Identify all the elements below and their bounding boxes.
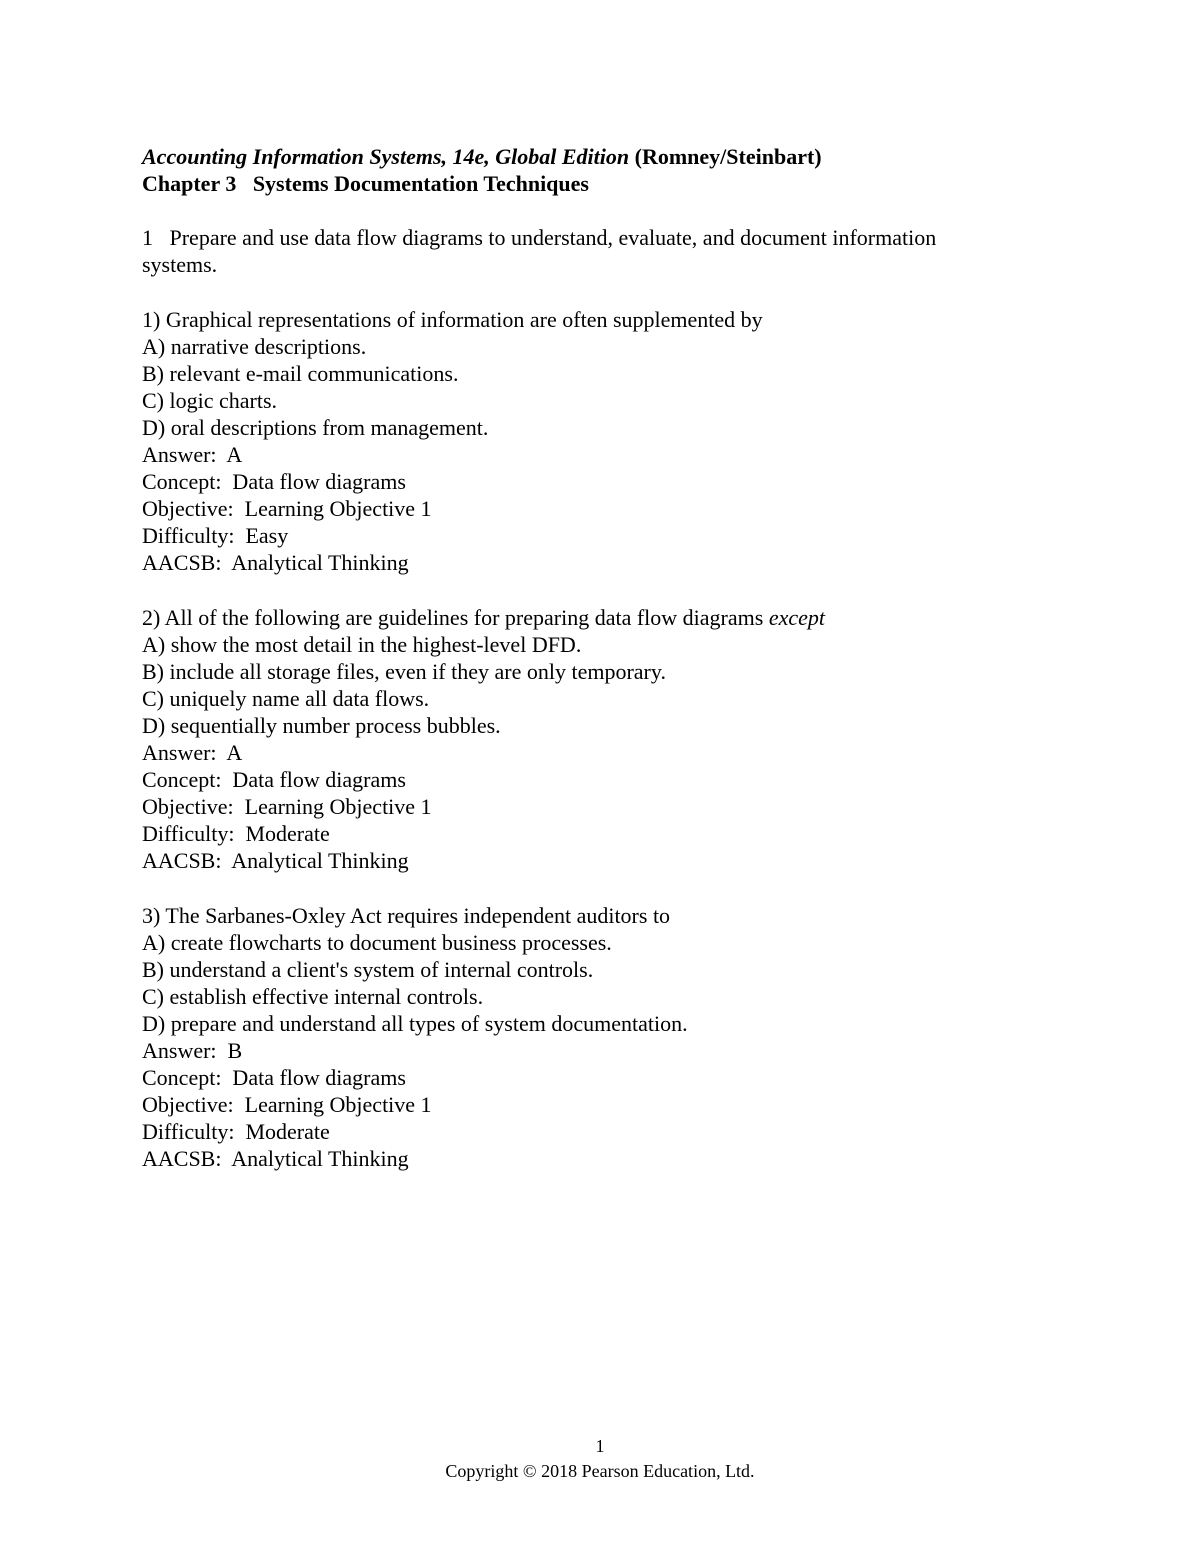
option-a: A) narrative descriptions. <box>142 333 367 359</box>
option-c: C) logic charts. <box>142 387 278 413</box>
copyright-notice: Copyright © 2018 Pearson Education, Ltd. <box>445 1461 755 1481</box>
aacsb: AACSB: Analytical Thinking <box>142 1146 409 1172</box>
objective: Objective: Learning Objective 1 <box>142 496 432 522</box>
answer: Answer: B <box>142 1038 243 1064</box>
objective: Objective: Learning Objective 1 <box>142 794 432 820</box>
chapter-title: Chapter 3 Systems Documentation Techniques <box>142 171 589 197</box>
aacsb: AACSB: Analytical Thinking <box>142 848 409 874</box>
answer: Answer: A <box>142 442 243 468</box>
spacer <box>142 875 1042 902</box>
question-stem-text: 3) The Sarbanes-Oxley Act requires independent auditors to <box>142 902 671 928</box>
page-content <box>142 143 1042 1173</box>
difficulty: Difficulty: Easy <box>142 523 289 549</box>
book-authors: (Romney/Steinbart) <box>634 144 822 169</box>
page-number: 1 <box>595 1436 605 1456</box>
answer: Answer: A <box>142 740 243 766</box>
concept: Concept: Data flow diagrams <box>142 469 406 495</box>
difficulty: Difficulty: Moderate <box>142 821 330 847</box>
question-stem-text: 2) All of the following are guidelines for preparing data flow diagrams <box>142 604 769 630</box>
question-stem <box>142 306 1042 333</box>
spacer <box>142 278 1042 305</box>
spacer <box>142 577 1042 604</box>
question-stem-text: 1) Graphical representations of information are often supplemented by <box>142 306 763 332</box>
concept: Concept: Data flow diagrams <box>142 1065 406 1091</box>
option-b: B) include all storage files, even if they are only temporary. <box>142 658 666 684</box>
question-2 <box>142 604 1042 875</box>
option-c: C) uniquely name all data flows. <box>142 685 430 711</box>
aacsb: AACSB: Analytical Thinking <box>142 550 409 576</box>
book-title-line <box>142 143 1042 170</box>
objective: Objective: Learning Objective 1 <box>142 1092 432 1118</box>
question-3 <box>142 902 1042 1173</box>
option-d: D) oral descriptions from management. <box>142 414 489 440</box>
option-a: A) create flowcharts to document business processes. <box>142 929 612 955</box>
difficulty: Difficulty: Moderate <box>142 1119 330 1145</box>
learning-objective: 1 Prepare and use data flow diagrams to understand, evaluate, and document information systems. <box>142 225 942 278</box>
question-stem-emphasis: except <box>768 604 825 630</box>
option-b: B) understand a client's system of internal controls. <box>142 956 594 982</box>
book-title: Accounting Information Systems, 14e, Global Edition <box>142 144 630 169</box>
question-stem <box>142 902 1042 929</box>
spacer <box>142 197 1042 224</box>
concept: Concept: Data flow diagrams <box>142 767 406 793</box>
option-a: A) show the most detail in the highest-level DFD. <box>142 631 582 657</box>
option-d: D) prepare and understand all types of system documentation. <box>142 1011 688 1036</box>
option-d: D) sequentially number process bubbles. <box>142 712 501 738</box>
option-c: C) establish effective internal controls. <box>142 983 484 1009</box>
option-b: B) relevant e-mail communications. <box>142 360 459 386</box>
question-stem <box>142 604 1042 631</box>
question-1 <box>142 306 1042 577</box>
